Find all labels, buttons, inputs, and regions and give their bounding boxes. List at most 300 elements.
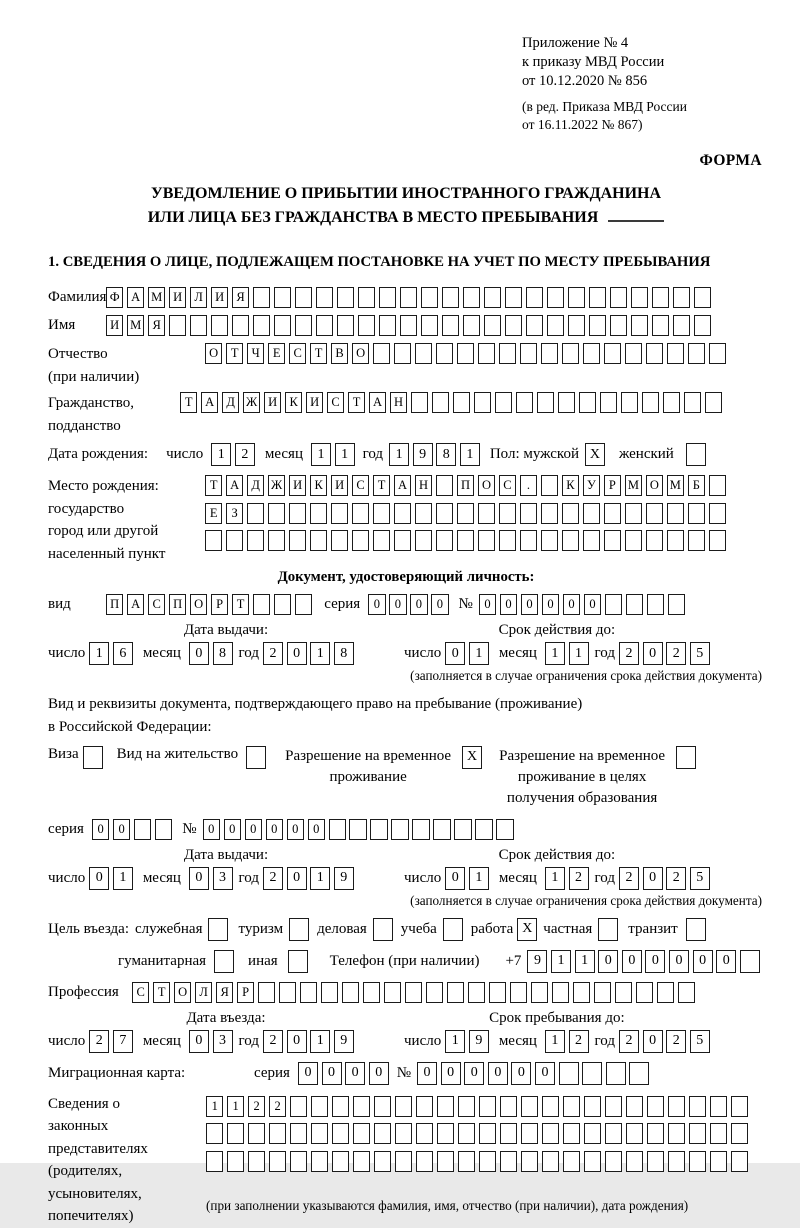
form-cell[interactable] — [274, 287, 291, 308]
form-cell[interactable] — [463, 287, 480, 308]
form-cell[interactable] — [295, 315, 312, 336]
form-cell[interactable]: 0 — [441, 1062, 461, 1085]
form-cell[interactable]: 0 — [224, 819, 241, 840]
form-cell[interactable]: 8 — [436, 443, 456, 466]
form-cell[interactable]: А — [127, 594, 144, 615]
form-cell[interactable]: З — [226, 503, 243, 524]
form-cell[interactable]: 2 — [619, 867, 639, 890]
form-cell[interactable] — [688, 503, 705, 524]
form-cell[interactable] — [352, 503, 369, 524]
form-cell[interactable] — [705, 392, 722, 413]
form-cell[interactable] — [499, 503, 516, 524]
form-cell[interactable]: Р — [604, 475, 621, 496]
form-cell[interactable]: 1 — [311, 443, 331, 466]
form-cell[interactable] — [499, 530, 516, 551]
form-cell[interactable] — [496, 819, 513, 840]
form-cell[interactable] — [521, 1096, 538, 1117]
form-cell[interactable]: 0 — [500, 594, 517, 615]
form-cell[interactable] — [694, 287, 711, 308]
form-cell[interactable]: 0 — [693, 950, 713, 973]
form-cell[interactable] — [310, 530, 327, 551]
form-cell[interactable] — [400, 315, 417, 336]
form-cell[interactable] — [421, 315, 438, 336]
form-cell[interactable]: К — [310, 475, 327, 496]
form-cell[interactable] — [694, 315, 711, 336]
form-cell[interactable] — [415, 530, 432, 551]
form-cell[interactable] — [458, 1151, 475, 1172]
form-cell[interactable]: 1 — [211, 443, 231, 466]
form-cell[interactable] — [169, 315, 186, 336]
form-cell[interactable]: 1 — [310, 642, 330, 665]
form-cell[interactable]: 0 — [245, 819, 262, 840]
form-cell[interactable] — [474, 392, 491, 413]
form-cell[interactable]: Т — [153, 982, 170, 1003]
form-cell[interactable]: И — [211, 287, 228, 308]
form-cell[interactable] — [411, 392, 428, 413]
form-cell[interactable] — [731, 1123, 748, 1144]
form-cell[interactable]: 8 — [213, 642, 233, 665]
form-cell[interactable] — [526, 315, 543, 336]
form-cell[interactable] — [426, 982, 443, 1003]
form-cell[interactable] — [626, 1123, 643, 1144]
form-cell[interactable]: Е — [268, 343, 285, 364]
form-cell[interactable] — [415, 503, 432, 524]
form-cell[interactable]: 1 — [389, 443, 409, 466]
form-cell[interactable]: 1 — [545, 1030, 565, 1053]
form-cell[interactable] — [689, 1151, 706, 1172]
form-cell[interactable]: 1 — [569, 642, 589, 665]
form-cell[interactable]: А — [369, 392, 386, 413]
form-cell[interactable]: 0 — [287, 642, 307, 665]
form-cell[interactable] — [606, 1062, 626, 1085]
form-cell[interactable]: Т — [348, 392, 365, 413]
form-cell[interactable]: С — [327, 392, 344, 413]
form-cell[interactable]: 0 — [322, 1062, 342, 1085]
form-cell[interactable]: П — [106, 594, 123, 615]
form-cell[interactable] — [437, 1123, 454, 1144]
form-cell[interactable]: М — [625, 475, 642, 496]
form-cell[interactable] — [479, 1151, 496, 1172]
form-cell[interactable]: Т — [180, 392, 197, 413]
form-cell[interactable] — [353, 1151, 370, 1172]
form-cell[interactable] — [631, 287, 648, 308]
form-cell[interactable] — [668, 1123, 685, 1144]
form-cell[interactable] — [710, 1123, 727, 1144]
form-cell[interactable]: 0 — [287, 1030, 307, 1053]
form-cell[interactable] — [520, 503, 537, 524]
form-cell[interactable] — [415, 343, 432, 364]
form-cell[interactable]: X — [462, 746, 482, 769]
form-cell[interactable] — [668, 1151, 685, 1172]
form-cell[interactable]: И — [264, 392, 281, 413]
form-cell[interactable] — [740, 950, 760, 973]
form-cell[interactable] — [248, 1123, 265, 1144]
form-cell[interactable] — [731, 1096, 748, 1117]
form-cell[interactable]: 0 — [417, 1062, 437, 1085]
form-cell[interactable] — [289, 918, 309, 941]
form-cell[interactable] — [279, 982, 296, 1003]
form-cell[interactable] — [379, 287, 396, 308]
form-cell[interactable] — [436, 503, 453, 524]
form-cell[interactable] — [373, 530, 390, 551]
form-cell[interactable] — [269, 1151, 286, 1172]
form-cell[interactable] — [332, 1123, 349, 1144]
form-cell[interactable] — [520, 530, 537, 551]
form-cell[interactable] — [379, 315, 396, 336]
form-cell[interactable] — [500, 1096, 517, 1117]
form-cell[interactable] — [584, 1096, 601, 1117]
form-cell[interactable] — [652, 287, 669, 308]
form-cell[interactable]: П — [457, 475, 474, 496]
form-cell[interactable] — [583, 343, 600, 364]
form-cell[interactable]: 2 — [263, 642, 283, 665]
form-cell[interactable]: 7 — [113, 1030, 133, 1053]
form-cell[interactable]: 1 — [113, 867, 133, 890]
form-cell[interactable] — [663, 392, 680, 413]
form-cell[interactable]: 0 — [584, 594, 601, 615]
form-cell[interactable]: 2 — [569, 1030, 589, 1053]
form-cell[interactable]: У — [583, 475, 600, 496]
form-cell[interactable]: С — [148, 594, 165, 615]
form-cell[interactable] — [437, 1151, 454, 1172]
form-cell[interactable] — [605, 1151, 622, 1172]
form-cell[interactable]: . — [520, 475, 537, 496]
form-cell[interactable] — [562, 530, 579, 551]
form-cell[interactable] — [352, 530, 369, 551]
form-cell[interactable] — [731, 1151, 748, 1172]
form-cell[interactable] — [484, 287, 501, 308]
form-cell[interactable] — [552, 982, 569, 1003]
form-cell[interactable]: 0 — [410, 594, 427, 615]
form-cell[interactable] — [458, 1096, 475, 1117]
form-cell[interactable] — [673, 287, 690, 308]
form-cell[interactable] — [647, 1096, 664, 1117]
form-cell[interactable]: 9 — [334, 1030, 354, 1053]
form-cell[interactable]: 0 — [622, 950, 642, 973]
form-cell[interactable] — [547, 287, 564, 308]
form-cell[interactable]: Ж — [243, 392, 260, 413]
form-cell[interactable] — [274, 594, 291, 615]
form-cell[interactable] — [604, 503, 621, 524]
form-cell[interactable] — [626, 594, 643, 615]
form-cell[interactable] — [709, 503, 726, 524]
form-cell[interactable] — [499, 343, 516, 364]
form-cell[interactable] — [349, 819, 366, 840]
form-cell[interactable]: 0 — [521, 594, 538, 615]
form-cell[interactable]: 5 — [690, 1030, 710, 1053]
form-cell[interactable]: 3 — [213, 867, 233, 890]
form-cell[interactable] — [689, 1096, 706, 1117]
form-cell[interactable] — [329, 819, 346, 840]
form-cell[interactable]: 0 — [445, 642, 465, 665]
form-cell[interactable]: 0 — [368, 594, 385, 615]
form-cell[interactable] — [253, 315, 270, 336]
form-cell[interactable] — [289, 503, 306, 524]
form-cell[interactable] — [268, 530, 285, 551]
form-cell[interactable] — [134, 819, 151, 840]
form-cell[interactable]: Т — [205, 475, 222, 496]
form-cell[interactable]: Т — [310, 343, 327, 364]
form-cell[interactable] — [537, 392, 554, 413]
form-cell[interactable]: Р — [211, 594, 228, 615]
form-cell[interactable]: Б — [688, 475, 705, 496]
form-cell[interactable] — [400, 287, 417, 308]
form-cell[interactable] — [646, 343, 663, 364]
form-cell[interactable] — [248, 1151, 265, 1172]
form-cell[interactable] — [709, 530, 726, 551]
form-cell[interactable]: 1 — [227, 1096, 244, 1117]
form-cell[interactable] — [421, 287, 438, 308]
form-cell[interactable] — [391, 819, 408, 840]
form-cell[interactable]: Я — [216, 982, 233, 1003]
form-cell[interactable]: X — [585, 443, 605, 466]
form-cell[interactable] — [290, 1123, 307, 1144]
form-cell[interactable] — [394, 503, 411, 524]
form-cell[interactable] — [437, 1096, 454, 1117]
form-cell[interactable] — [688, 343, 705, 364]
form-cell[interactable] — [358, 287, 375, 308]
form-cell[interactable] — [454, 819, 471, 840]
form-cell[interactable]: 0 — [287, 867, 307, 890]
form-cell[interactable]: 2 — [569, 867, 589, 890]
form-cell[interactable]: 6 — [113, 642, 133, 665]
form-cell[interactable] — [416, 1123, 433, 1144]
form-cell[interactable] — [412, 819, 429, 840]
form-cell[interactable]: О — [646, 475, 663, 496]
form-cell[interactable] — [573, 982, 590, 1003]
form-cell[interactable] — [253, 594, 270, 615]
form-cell[interactable] — [484, 315, 501, 336]
form-cell[interactable] — [667, 503, 684, 524]
form-cell[interactable]: 2 — [666, 1030, 686, 1053]
form-cell[interactable]: 0 — [92, 819, 109, 840]
form-cell[interactable]: 0 — [203, 819, 220, 840]
form-cell[interactable] — [370, 819, 387, 840]
form-cell[interactable]: 2 — [666, 642, 686, 665]
form-cell[interactable] — [673, 315, 690, 336]
form-cell[interactable] — [526, 287, 543, 308]
form-cell[interactable] — [542, 1096, 559, 1117]
form-cell[interactable] — [478, 343, 495, 364]
form-cell[interactable] — [479, 1096, 496, 1117]
form-cell[interactable] — [516, 392, 533, 413]
form-cell[interactable] — [558, 392, 575, 413]
form-cell[interactable] — [600, 392, 617, 413]
form-cell[interactable] — [531, 982, 548, 1003]
form-cell[interactable]: 1 — [335, 443, 355, 466]
form-cell[interactable] — [709, 343, 726, 364]
form-cell[interactable] — [631, 315, 648, 336]
form-cell[interactable]: А — [394, 475, 411, 496]
form-cell[interactable] — [500, 1123, 517, 1144]
form-cell[interactable] — [432, 392, 449, 413]
form-cell[interactable]: А — [127, 287, 144, 308]
form-cell[interactable] — [520, 343, 537, 364]
form-cell[interactable]: Н — [415, 475, 432, 496]
form-cell[interactable] — [332, 1096, 349, 1117]
form-cell[interactable]: 2 — [235, 443, 255, 466]
form-cell[interactable]: О — [174, 982, 191, 1003]
form-cell[interactable]: П — [169, 594, 186, 615]
form-cell[interactable]: 0 — [389, 594, 406, 615]
form-cell[interactable] — [258, 982, 275, 1003]
form-cell[interactable] — [353, 1096, 370, 1117]
form-cell[interactable]: 1 — [310, 867, 330, 890]
form-cell[interactable]: Н — [390, 392, 407, 413]
form-cell[interactable]: Р — [237, 982, 254, 1003]
form-cell[interactable] — [227, 1123, 244, 1144]
form-cell[interactable] — [584, 1151, 601, 1172]
form-cell[interactable] — [584, 1123, 601, 1144]
form-cell[interactable] — [436, 343, 453, 364]
form-cell[interactable]: 0 — [669, 950, 689, 973]
form-cell[interactable]: Т — [226, 343, 243, 364]
form-cell[interactable]: 5 — [690, 867, 710, 890]
form-cell[interactable] — [405, 982, 422, 1003]
form-cell[interactable] — [457, 503, 474, 524]
form-cell[interactable] — [615, 982, 632, 1003]
form-cell[interactable] — [684, 392, 701, 413]
form-cell[interactable] — [295, 594, 312, 615]
form-cell[interactable] — [505, 315, 522, 336]
form-cell[interactable] — [416, 1151, 433, 1172]
form-cell[interactable]: 0 — [266, 819, 283, 840]
form-cell[interactable] — [83, 746, 103, 769]
form-cell[interactable] — [394, 343, 411, 364]
form-cell[interactable] — [625, 503, 642, 524]
form-cell[interactable] — [311, 1151, 328, 1172]
form-cell[interactable] — [311, 1096, 328, 1117]
form-cell[interactable]: 0 — [643, 642, 663, 665]
form-cell[interactable] — [373, 343, 390, 364]
form-cell[interactable]: 9 — [413, 443, 433, 466]
form-cell[interactable] — [374, 1123, 391, 1144]
form-cell[interactable]: 5 — [690, 642, 710, 665]
form-cell[interactable] — [395, 1096, 412, 1117]
form-cell[interactable] — [604, 343, 621, 364]
form-cell[interactable]: 1 — [469, 642, 489, 665]
form-cell[interactable] — [541, 343, 558, 364]
form-cell[interactable] — [500, 1151, 517, 1172]
form-cell[interactable]: 9 — [469, 1030, 489, 1053]
form-cell[interactable] — [594, 982, 611, 1003]
form-cell[interactable]: О — [205, 343, 222, 364]
form-cell[interactable] — [311, 1123, 328, 1144]
form-cell[interactable]: И — [106, 315, 123, 336]
form-cell[interactable]: 0 — [643, 867, 663, 890]
form-cell[interactable] — [541, 530, 558, 551]
form-cell[interactable] — [625, 343, 642, 364]
form-cell[interactable]: М — [667, 475, 684, 496]
form-cell[interactable] — [468, 982, 485, 1003]
form-cell[interactable] — [463, 315, 480, 336]
form-cell[interactable]: 0 — [479, 594, 496, 615]
form-cell[interactable] — [563, 1123, 580, 1144]
form-cell[interactable]: 2 — [263, 1030, 283, 1053]
form-cell[interactable] — [668, 594, 685, 615]
form-cell[interactable]: 0 — [308, 819, 325, 840]
form-cell[interactable] — [247, 503, 264, 524]
form-cell[interactable] — [668, 1096, 685, 1117]
form-cell[interactable]: X — [517, 918, 537, 941]
form-cell[interactable]: 1 — [469, 867, 489, 890]
form-cell[interactable] — [657, 982, 674, 1003]
form-cell[interactable] — [646, 530, 663, 551]
form-cell[interactable]: Л — [190, 287, 207, 308]
form-cell[interactable] — [521, 1123, 538, 1144]
form-cell[interactable] — [316, 287, 333, 308]
form-cell[interactable]: К — [562, 475, 579, 496]
form-cell[interactable] — [214, 950, 234, 973]
form-cell[interactable] — [478, 503, 495, 524]
form-cell[interactable] — [443, 918, 463, 941]
form-cell[interactable] — [247, 530, 264, 551]
form-cell[interactable] — [678, 982, 695, 1003]
form-cell[interactable]: 0 — [488, 1062, 508, 1085]
form-cell[interactable] — [710, 1151, 727, 1172]
form-cell[interactable] — [433, 819, 450, 840]
form-cell[interactable]: 0 — [89, 867, 109, 890]
form-cell[interactable]: Д — [222, 392, 239, 413]
form-cell[interactable] — [342, 982, 359, 1003]
form-cell[interactable]: 0 — [431, 594, 448, 615]
form-cell[interactable] — [206, 1151, 223, 1172]
form-cell[interactable]: 2 — [269, 1096, 286, 1117]
form-cell[interactable]: 0 — [645, 950, 665, 973]
form-cell[interactable] — [604, 530, 621, 551]
form-cell[interactable] — [321, 982, 338, 1003]
form-cell[interactable] — [676, 746, 696, 769]
form-cell[interactable] — [510, 982, 527, 1003]
form-cell[interactable] — [686, 918, 706, 941]
form-cell[interactable]: С — [132, 982, 149, 1003]
form-cell[interactable]: Л — [195, 982, 212, 1003]
form-cell[interactable]: 1 — [89, 642, 109, 665]
form-cell[interactable]: 3 — [213, 1030, 233, 1053]
form-cell[interactable] — [442, 315, 459, 336]
form-cell[interactable] — [436, 530, 453, 551]
form-cell[interactable]: 0 — [563, 594, 580, 615]
form-cell[interactable] — [332, 1151, 349, 1172]
form-cell[interactable] — [605, 1096, 622, 1117]
form-cell[interactable] — [384, 982, 401, 1003]
form-cell[interactable] — [211, 315, 228, 336]
form-cell[interactable] — [331, 503, 348, 524]
form-cell[interactable] — [453, 392, 470, 413]
form-cell[interactable] — [358, 315, 375, 336]
form-cell[interactable] — [295, 287, 312, 308]
form-cell[interactable] — [227, 1151, 244, 1172]
form-cell[interactable] — [583, 530, 600, 551]
form-cell[interactable]: О — [190, 594, 207, 615]
form-cell[interactable]: 0 — [535, 1062, 555, 1085]
form-cell[interactable] — [709, 475, 726, 496]
form-cell[interactable] — [268, 503, 285, 524]
form-cell[interactable]: Я — [232, 287, 249, 308]
form-cell[interactable] — [647, 1151, 664, 1172]
form-cell[interactable] — [226, 530, 243, 551]
form-cell[interactable] — [710, 1096, 727, 1117]
form-cell[interactable] — [589, 287, 606, 308]
form-cell[interactable] — [559, 1062, 579, 1085]
form-cell[interactable]: 9 — [334, 867, 354, 890]
form-cell[interactable] — [568, 287, 585, 308]
form-cell[interactable] — [374, 1096, 391, 1117]
form-cell[interactable] — [521, 1151, 538, 1172]
form-cell[interactable] — [246, 746, 266, 769]
form-cell[interactable] — [626, 1096, 643, 1117]
form-cell[interactable] — [547, 315, 564, 336]
